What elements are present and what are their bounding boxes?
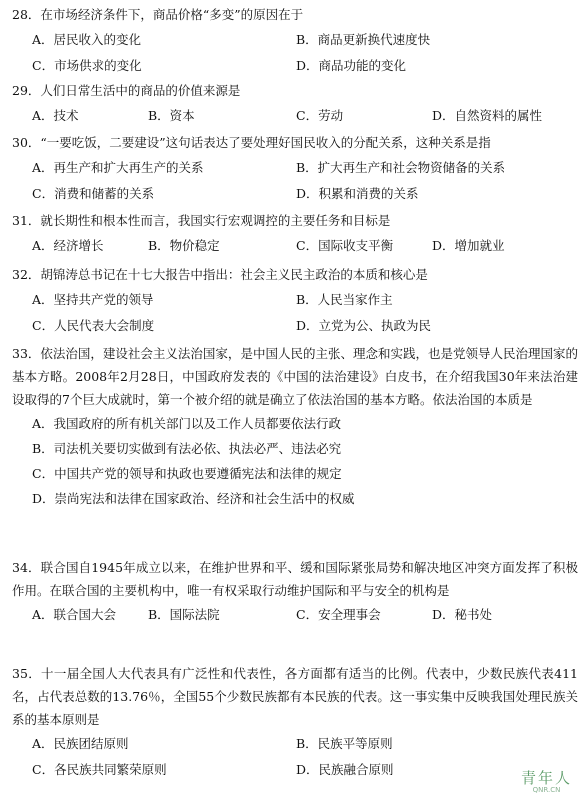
question-35 <box>12 662 578 783</box>
question-stem: 32．胡锦涛总书记在十七大报告中指出：社会主义民主政治的本质和核心是 <box>12 267 428 282</box>
options-row <box>12 313 578 339</box>
option-b: B．人民当家作主 <box>296 292 393 307</box>
option-a: A．我国政府的所有机关部门以及工作人员都要依法行政 <box>32 416 342 431</box>
options-row <box>12 602 578 628</box>
option-c: C．人民代表大会制度 <box>32 318 155 333</box>
question-32 <box>12 262 578 339</box>
option-d: D．自然资料的属性 <box>432 108 543 123</box>
option-d: D．立党为公、执政为民 <box>296 318 432 333</box>
option-a: A．坚持共产党的领导 <box>32 292 154 307</box>
options-row <box>12 757 578 783</box>
option-b: B．资本 <box>148 108 195 123</box>
options-row <box>12 287 578 313</box>
option-c: C．国际收支平衡 <box>296 238 394 253</box>
option-a: A．经济增长 <box>32 238 104 253</box>
watermark-domain: QNR.CN <box>532 786 561 794</box>
question-stem: 30．“一要吃饭，二要建设”这句话表达了要处理好国民收入的分配关系，这种关系是指 <box>12 135 491 150</box>
option-d: D．崇尚宪法和法律在国家政治、经济和社会生活中的权威 <box>32 491 355 506</box>
option-c: C．安全理事会 <box>296 607 381 622</box>
question-stem: 34．联合国自1945年成立以来，在维护世界和平、缓和国际紧张局势和解决地区冲突方面发挥了积极作用。在联合国的主要机构中，唯一有权采取行动维护国际和平与安全的机构是 <box>12 560 578 598</box>
option-b: B．商品更新换代速度快 <box>296 32 431 47</box>
question-stem: 28．在市场经济条件下，商品价格“多变”的原因在于 <box>12 7 304 22</box>
options-row <box>12 53 578 79</box>
option-c: C．各民族共同繁荣原则 <box>32 762 167 777</box>
question-stem: 31．就长期性和根本性而言，我国实行宏观调控的主要任务和目标是 <box>12 213 391 228</box>
option-c: C．劳动 <box>296 108 344 123</box>
option-d: D．增加就业 <box>432 238 505 253</box>
option-b: B．民族平等原则 <box>296 736 393 751</box>
option-d: D．商品功能的变化 <box>296 58 407 73</box>
option-b: B．扩大再生产和社会物资储备的关系 <box>296 160 506 175</box>
options-row <box>12 731 578 757</box>
question-34 <box>12 556 578 628</box>
question-31 <box>12 208 578 259</box>
watermark-logo <box>521 770 572 794</box>
option-c: C．中国共产党的领导和执政也要遵循宪法和法律的规定 <box>32 466 342 481</box>
option-d: D．民族融合原则 <box>296 762 394 777</box>
options-row <box>12 155 578 181</box>
question-stem: 29．人们日常生活中的商品的价值来源是 <box>12 83 241 98</box>
options-row <box>12 233 578 259</box>
question-30 <box>12 130 578 207</box>
options-row <box>12 27 578 53</box>
question-33 <box>12 342 578 511</box>
option-c: C．市场供求的变化 <box>32 58 142 73</box>
options-row <box>12 103 578 129</box>
question-stem: 35．十一届全国人大代表具有广泛性和代表性，各方面都有适当的比例。代表中，少数民族代表411名，占代表总数的13.76％，全国55个少数民族都有本民族的代表。这一事实集中反映我国处理民族关系的基本原则是 <box>12 666 578 727</box>
option-b: B．国际法院 <box>148 607 220 622</box>
option-a: A．再生产和扩大再生产的关系 <box>32 160 204 175</box>
option-d: D．积累和消费的关系 <box>296 186 419 201</box>
option-d: D．秘书处 <box>432 607 493 622</box>
option-a: A．民族团结原则 <box>32 736 129 751</box>
option-a: A．居民收入的变化 <box>32 32 142 47</box>
question-29 <box>12 78 578 129</box>
option-a: A．联合国大会 <box>32 607 117 622</box>
question-28 <box>12 2 578 79</box>
question-stem: 33．依法治国，建设社会主义法治国家，是中国人民的主张、理念和实践，也是党领导人民治理国家的基本方略。2008年2月28日，中国政府发表的《中国的法治建设》白皮书，在介绍我国30年来法治建设取得的7个巨大成就时，第一个被介绍的就是确立了依法治国的基本方略。依法治国的本质是 <box>12 346 578 407</box>
option-b: B．物价稳定 <box>148 238 220 253</box>
option-a: A．技术 <box>32 108 79 123</box>
options-row <box>12 181 578 207</box>
watermark-text: 青年人 <box>520 769 572 787</box>
option-c: C．消费和储蓄的关系 <box>32 186 155 201</box>
option-b: B．司法机关要切实做到有法必依、执法必严、违法必究 <box>32 441 342 456</box>
